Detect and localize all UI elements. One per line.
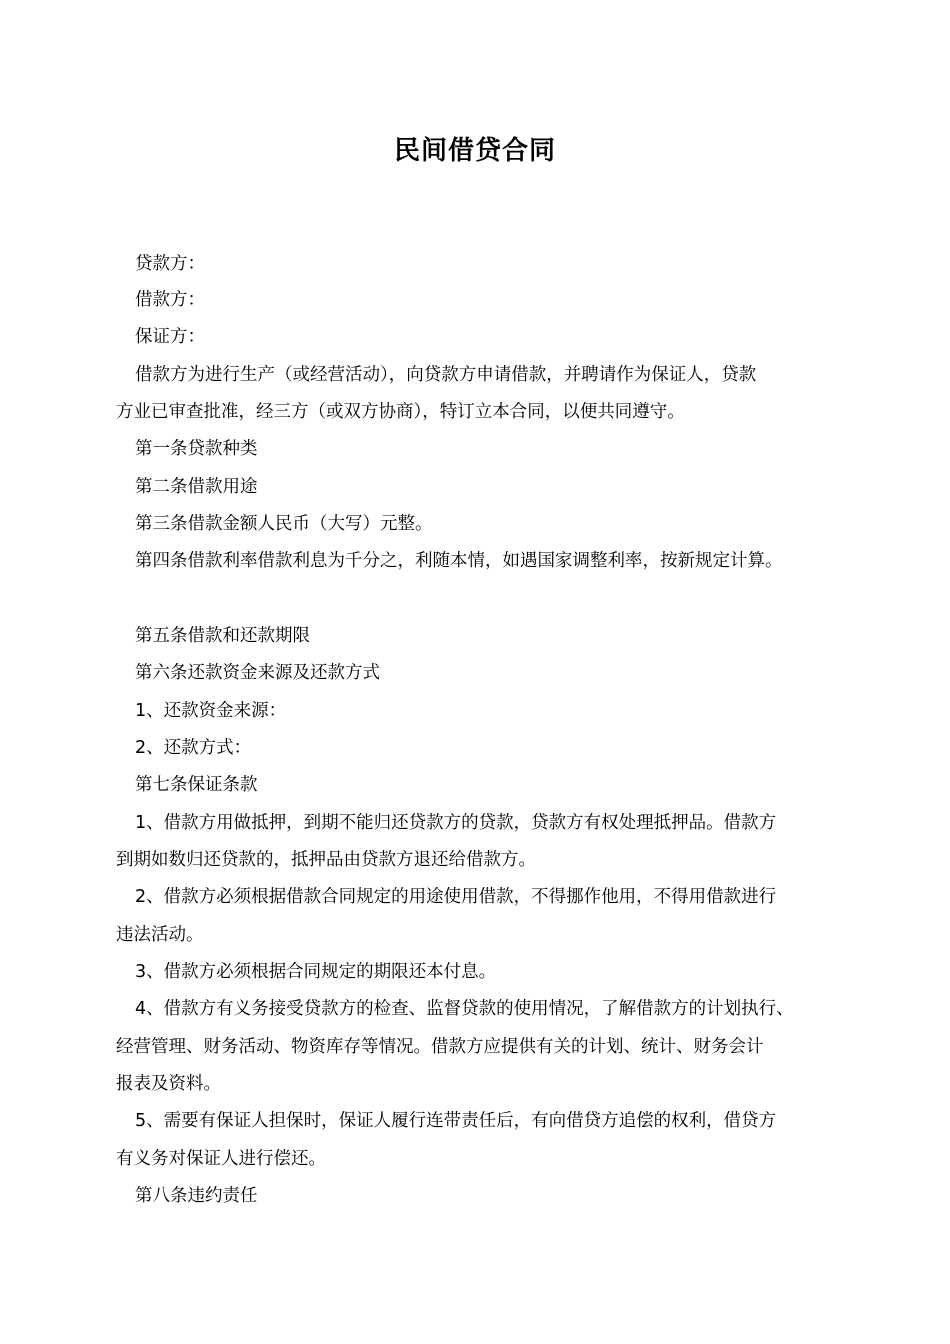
article-8-heading: 第八条违约责任 [135, 1186, 258, 1206]
article-7-item-4-line-1: 4、借款方有义务接受贷款方的检查、监督贷款的使用情况，了解借款方的计划执行、 [135, 999, 794, 1019]
article-5-heading: 第五条借款和还款期限 [135, 626, 310, 646]
article-6-item-1: 1、还款资金来源： [135, 701, 287, 721]
article-7-item-1-line-1: 1、借款方用做抵押，到期不能归还贷款方的贷款，贷款方有权处理抵押品。借款方 [135, 813, 777, 833]
document-title: 民间借贷合同 [393, 136, 556, 166]
guarantor-line: 保证方： [135, 327, 205, 347]
article-6-heading: 第六条还款资金来源及还款方式 [135, 663, 380, 683]
article-1-heading: 第一条贷款种类 [135, 439, 258, 459]
article-7-heading: 第七条保证条款 [135, 775, 258, 795]
article-7-item-5-line-1: 5、需要有保证人担保时，保证人履行连带责任后，有向借贷方追偿的权利，借贷方 [135, 1111, 777, 1131]
article-3-heading: 第三条借款金额人民币（大写）元整。 [135, 514, 433, 534]
article-7-item-2-line-1: 2、借款方必须根据借款合同规定的用途使用借款，不得挪作他用，不得用借款进行 [135, 887, 777, 907]
lender-line: 贷款方： [135, 254, 205, 274]
article-7-item-1-line-2: 到期如数归还贷款的，抵押品由贷款方退还给借款方。 [116, 850, 536, 870]
article-2-heading: 第二条借款用途 [135, 477, 258, 497]
article-7-item-5-line-2: 有义务对保证人进行偿还。 [116, 1149, 326, 1169]
article-7-item-4-line-3: 报表及资料。 [116, 1074, 221, 1094]
article-6-item-2: 2、还款方式： [135, 738, 252, 758]
article-7-item-2-line-2: 违法活动。 [116, 925, 204, 945]
article-7-item-4-line-2: 经营管理、财务活动、物资库存等情况。借款方应提供有关的计划、统计、财务会计 [116, 1037, 764, 1057]
preamble-line-1: 借款方为进行生产（或经营活动），向贷款方申请借款，并聘请作为保证人，贷款 [135, 365, 757, 385]
article-4-heading: 第四条借款利率借款利息为千分之，利随本情，如遇国家调整利率，按新规定计算。 [135, 551, 783, 571]
preamble-line-2: 方业已审查批准，经三方（或双方协商），特订立本合同，以便共同遵守。 [116, 402, 685, 422]
article-7-item-3: 3、借款方必须根据合同规定的期限还本付息。 [135, 962, 497, 982]
borrower-line: 借款方： [135, 290, 205, 310]
